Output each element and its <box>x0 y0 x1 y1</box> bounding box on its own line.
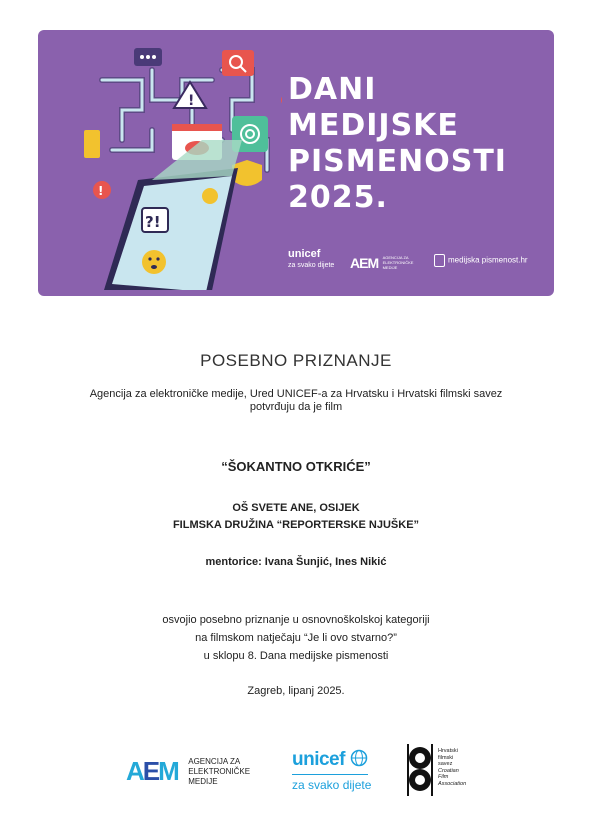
event-title-line-3: PISMENOSTI <box>288 144 507 179</box>
emoji-icon <box>142 250 166 274</box>
banner-unicef-logo <box>288 248 334 269</box>
footer-unicef-logo <box>292 749 371 792</box>
smartphone-graphic <box>104 140 242 290</box>
award-line-3: u sklopu 8. Dana medijske pismenosti <box>203 650 389 662</box>
event-title-line-4: 2025. <box>288 180 388 215</box>
banner-aem-logo <box>350 254 419 272</box>
school-block <box>0 500 592 534</box>
aem-line-1: AGENCIJA ZA <box>188 756 241 766</box>
intro-line-2: potvrđuju da je film <box>249 401 343 413</box>
svg-text:!: ! <box>188 93 195 109</box>
banner-aem-text: AGENCIJA ZA ELEKTRONIČKE MEDIJE <box>382 255 414 271</box>
banner-unicef-tagline: za svako dijete <box>288 262 335 269</box>
hfs-line-3: savez <box>438 761 453 767</box>
hfs-text <box>438 748 488 787</box>
aem-mark-e: E <box>142 756 159 786</box>
phone-exclamation-text: ?! <box>145 213 161 231</box>
film-group-name: FILMSKA DRUŽINA “REPORTERSKE NJUŠKE” <box>172 519 420 531</box>
school-name: OŠ SVETE ANE, OSIJEK <box>232 502 360 514</box>
hfs-emblem-icon <box>405 742 435 798</box>
unicef-wordmark: unicef <box>292 749 345 770</box>
intro-line-1: Agencija za elektroničke medije, Ured UNICEF-a za Hrvatsku i Hrvatski filmski savez <box>89 388 503 400</box>
event-banner <box>38 30 554 296</box>
footer-aem-logo <box>126 756 250 787</box>
footer-hfs-logo <box>405 742 467 803</box>
unicef-name <box>292 749 371 771</box>
mentors: mentorice: Ivana Šunjić, Ines Nikić <box>205 556 387 568</box>
unicef-divider <box>292 774 368 775</box>
banner-medijska-pismenost-logo <box>434 254 528 267</box>
award-line-2: na filmskom natječaju “Je li ovo stvarno?” <box>195 632 397 644</box>
hfs-line-2: filmski <box>438 754 454 761</box>
certificate-heading: POSEBNO PRIZNANJE <box>200 351 392 370</box>
event-title <box>288 72 507 216</box>
award-text <box>0 611 592 665</box>
image-icon <box>84 130 100 158</box>
mp-icon <box>434 254 445 267</box>
digital-media-illustration <box>82 40 282 290</box>
banner-logos <box>288 248 548 288</box>
banner-aem-mark: AEM <box>350 254 379 271</box>
award-line-1: osvojio posebno priznanje u osnovnoškolskoj kategoriji <box>162 614 430 626</box>
film-title: “ŠOKANTNO OTKRIĆE” <box>221 459 371 474</box>
aem-mark <box>126 756 178 787</box>
aem-mark-m: M <box>158 756 178 786</box>
search-icon <box>222 50 254 76</box>
aem-line-2: ELEKTRONIČKE <box>188 766 251 776</box>
aem-line-3: MEDIJE <box>188 776 218 786</box>
banner-unicef-name: unicef <box>288 248 321 260</box>
certificate-intro <box>60 388 532 414</box>
banner-mp-text: medijska pismenost.hr <box>448 255 528 265</box>
place-date: Zagreb, lipanj 2025. <box>247 685 345 697</box>
event-title-line-1: DANI <box>288 72 377 107</box>
hfs-line-4: Croatian <box>438 767 459 774</box>
unicef-globe-icon <box>350 749 368 767</box>
aem-mark-a: A <box>126 756 143 786</box>
event-title-line-2: MEDIJSKE <box>288 108 459 143</box>
svg-text:!: ! <box>98 184 104 198</box>
share-icon <box>281 94 282 106</box>
hfs-line-5: Film <box>438 774 449 780</box>
aem-text <box>188 757 250 787</box>
unicef-tagline: za svako dijete <box>292 778 372 792</box>
hfs-line-6: Association <box>438 780 467 787</box>
hfs-line-1: Hrvatski <box>438 748 458 754</box>
